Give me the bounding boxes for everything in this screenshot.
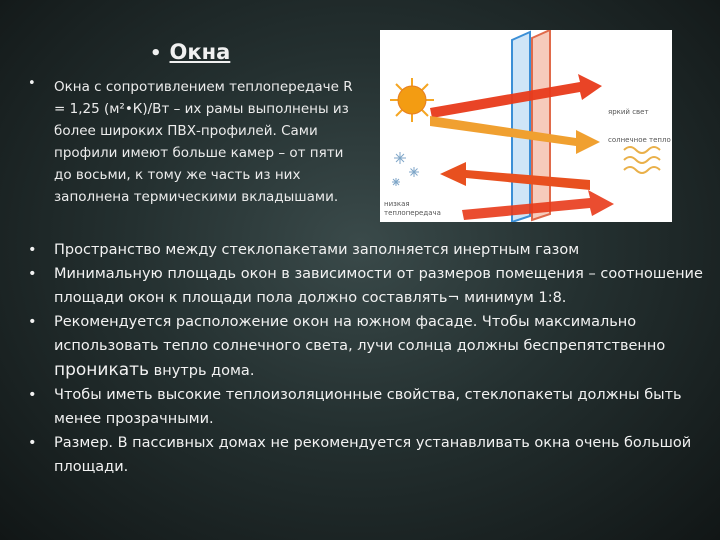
window-illustration	[380, 30, 672, 222]
bullet-text-end: внутрь дома.	[149, 363, 255, 379]
intro-text: Окна с сопротивлением теплопередаче R = 1,25 (м²•К)/Вт – их рамы выполнены из более широких ПВХ-профилей. Сами профили имеют больше камер – от пяти до восьми, к тому же часть из них заполнена термическими вкладышами.	[54, 79, 353, 205]
label-bright-light: яркий свет	[608, 108, 649, 116]
title-bullet: •	[150, 43, 162, 64]
intro-item	[28, 76, 363, 208]
list-item	[28, 310, 708, 383]
label-low-transfer-1: низкая	[384, 200, 410, 208]
bullet-list	[28, 238, 708, 479]
title-text: Окна	[169, 40, 231, 64]
intro-bullet: •	[28, 76, 36, 91]
list-item	[28, 262, 708, 310]
bullet-dot: •	[28, 314, 37, 330]
window-diagram	[380, 30, 672, 222]
bullet-text: Пространство между стеклопакетами заполняется инертным газом	[54, 242, 580, 258]
bullet-dot: •	[28, 266, 37, 282]
list-item	[28, 238, 708, 262]
sun-icon	[390, 78, 434, 122]
snowflake-icon	[392, 152, 419, 186]
label-solar-heat: солнечное тепло	[608, 136, 671, 144]
bullet-text: Чтобы иметь высокие теплоизоляционные свойства, стеклопакеты должны быть менее прозрачными.	[54, 387, 682, 427]
bullet-dot: •	[28, 435, 37, 451]
glass-pane	[512, 30, 550, 222]
bullet-text-emphasis: проникать	[54, 360, 150, 380]
heat-waves-icon	[624, 147, 660, 173]
slide-title	[150, 40, 230, 64]
bullet-dot: •	[28, 387, 37, 403]
bullet-text: Размер. В пассивных домах не рекомендуется устанавливать окна очень большой площади.	[54, 435, 692, 475]
bullet-text-start: Рекомендуется расположение окон на южном фасаде. Чтобы максимально использовать тепло солнечного света, лучи солнца должны беспрепятственно	[54, 314, 666, 354]
bullet-text: Минимальную площадь окон в зависимости от размеров помещения – соотношение площади окон к площади пола должно составлять¬ минимум 1:8.	[54, 266, 703, 306]
label-low-transfer-2: теплопередача	[384, 209, 441, 217]
list-item	[28, 431, 708, 479]
list-item	[28, 383, 708, 431]
bullet-dot: •	[28, 242, 37, 258]
